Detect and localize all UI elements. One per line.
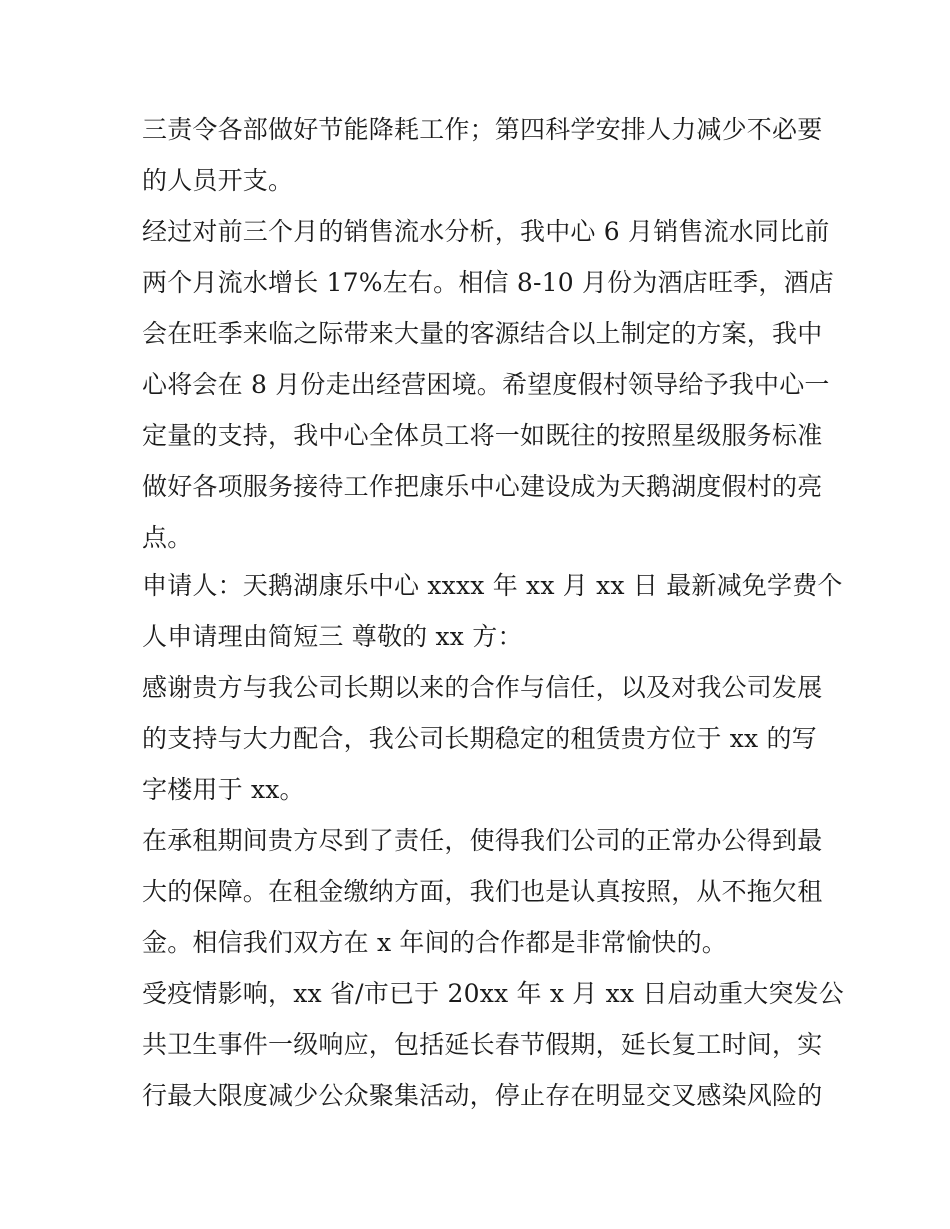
text-line: 受疫情影响，xx 省/市已于 20xx 年 x 月 xx 日启动重大突发公 — [142, 979, 844, 1008]
text-line: 感谢贵方与我公司长期以来的合作与信任，以及对我公司发展 — [142, 673, 823, 702]
text-line: 申请人：天鹅湖康乐中心 xxxx 年 xx 月 xx 日 最新减免学费个 — [142, 571, 843, 600]
text-line: 两个月流水增长 17%左右。相信 8-10 月份为酒店旺季，酒店 — [142, 268, 834, 297]
text-line: 会在旺季来临之际带来大量的客源结合以上制定的方案，我中 — [142, 319, 823, 348]
text-line: 点。 — [142, 523, 193, 552]
text-line: 的支持与大力配合，我公司长期稳定的租赁贵方位于 xx 的写 — [142, 724, 817, 753]
text-line: 定量的支持，我中心全体员工将一如既往的按照星级服务标准 — [142, 421, 823, 450]
text-line: 金。相信我们双方在 x 年间的合作都是非常愉快的。 — [142, 928, 727, 957]
text-line: 行最大限度减少公众聚集活动，停止存在明显交叉感染风险的 — [142, 1081, 823, 1110]
text-line: 做好各项服务接待工作把康乐中心建设成为天鹅湖度假村的亮 — [142, 472, 823, 501]
text-line: 三责令各部做好节能降耗工作；第四科学安排人力减少不必要 — [142, 115, 823, 144]
text-line: 共卫生事件一级响应，包括延长春节假期，延长复工时间，实 — [142, 1030, 823, 1059]
text-line: 在承租期间贵方尽到了责任，使得我们公司的正常办公得到最 — [142, 826, 823, 855]
text-line: 人申请理由简短三 尊敬的 xx 方： — [142, 622, 523, 651]
text-line: 大的保障。在租金缴纳方面，我们也是认真按照，从不拖欠租 — [142, 877, 823, 906]
text-line: 经过对前三个月的销售流水分析，我中心 6 月销售流水同比前 — [142, 217, 830, 246]
text-line: 字楼用于 xx。 — [142, 775, 305, 804]
text-line: 心将会在 8 月份走出经营困境。希望度假村领导给予我中心一 — [142, 370, 830, 399]
text-line: 的人员开支。 — [142, 166, 294, 195]
